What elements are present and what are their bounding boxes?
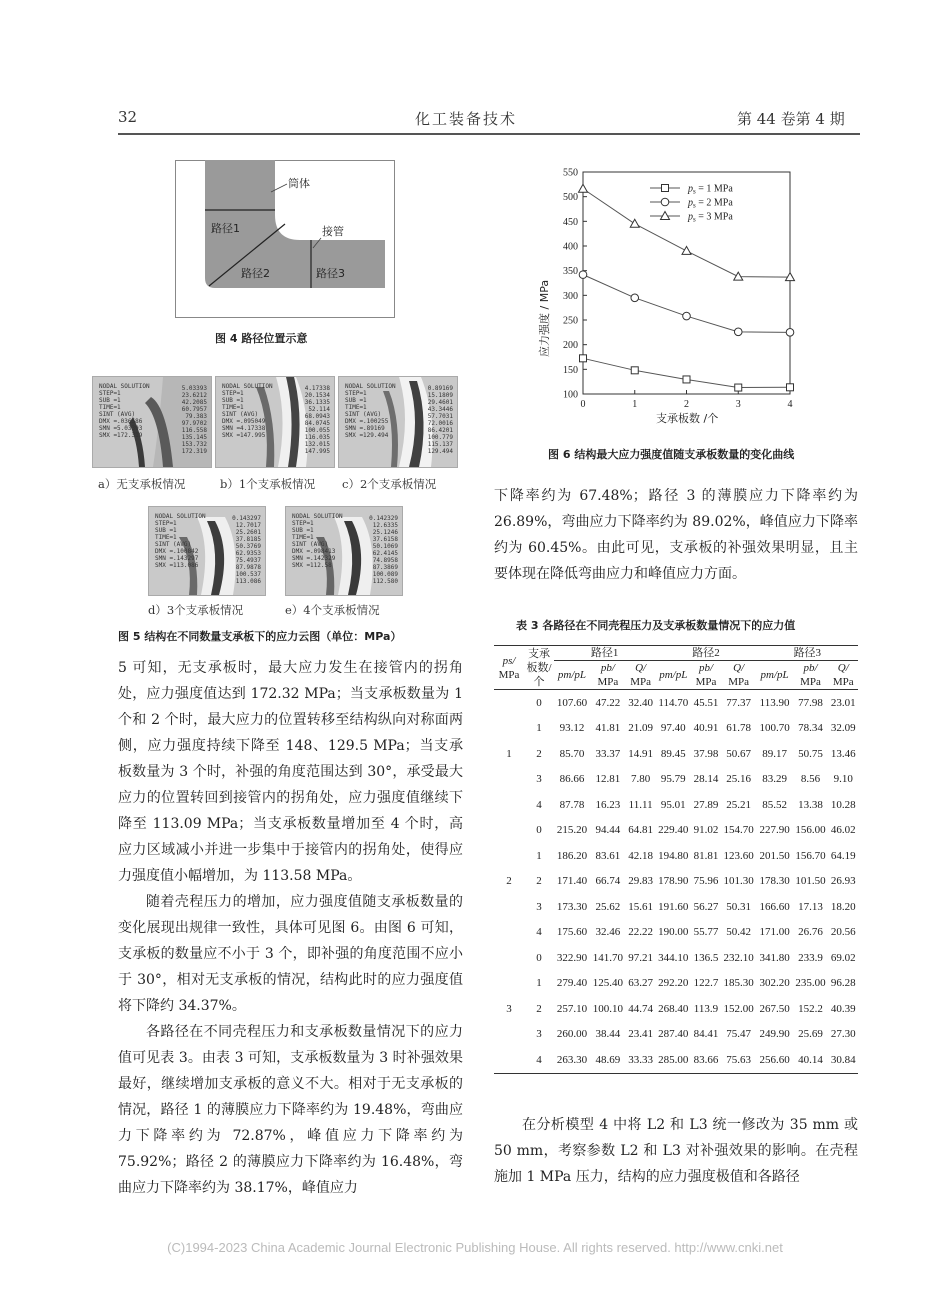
- legend-marker: [661, 198, 669, 206]
- ps-group-value: 2: [506, 875, 512, 888]
- table-cell: 152.2: [798, 1002, 823, 1015]
- table-cell: 37.98: [693, 747, 719, 760]
- data-point: [786, 329, 794, 337]
- data-point: [787, 384, 794, 391]
- table-cell: 9.10: [833, 773, 853, 786]
- table-cell: 77.37: [726, 696, 752, 709]
- table-cell: 113.90: [759, 696, 790, 709]
- th-sub-q-1: Q/ MPa: [626, 661, 655, 690]
- subcaption-b: b）1个支承板情况: [220, 477, 316, 491]
- table-cell: 2: [536, 747, 542, 760]
- table-cell: 186.20: [556, 849, 588, 862]
- table-cell: 3: [536, 773, 542, 786]
- journal-title: 化工装备技术: [415, 110, 518, 128]
- table-cell: 114.70: [658, 696, 689, 709]
- table-cell: 2: [536, 1002, 542, 1015]
- table-cell: 8.56: [800, 773, 821, 786]
- data-point: [683, 312, 691, 320]
- table-cell: 75.47: [726, 1028, 752, 1041]
- page-number: 32: [118, 108, 138, 126]
- table-cell: 40.39: [830, 1002, 856, 1015]
- table-row: [494, 894, 858, 920]
- table-cell: 156.70: [795, 849, 826, 862]
- subcaption-e: e）4个支承板情况: [285, 603, 380, 617]
- table-cell: 75.96: [693, 875, 719, 888]
- figure-4-caption: 图 4 路径位置示意: [215, 332, 308, 345]
- table-cell: 44.74: [628, 1002, 653, 1015]
- label-shell: 筒体: [288, 177, 310, 190]
- x-tick-label: 4: [787, 399, 793, 410]
- table-cell: 64.19: [830, 849, 856, 862]
- table-cell: 18.20: [830, 900, 856, 913]
- label-path2: 路径2: [241, 267, 270, 280]
- table-cell: 227.90: [759, 824, 790, 837]
- table-row: [494, 818, 858, 844]
- table-cell: 48.69: [590, 1047, 626, 1073]
- table-cell: 75.63: [721, 1047, 757, 1073]
- table-cell: 77.98: [798, 696, 823, 709]
- table-cell: 38.44: [595, 1028, 621, 1041]
- table-cell: 256.60: [757, 1047, 793, 1073]
- table-cell: 56.27: [693, 900, 719, 913]
- data-point: [580, 355, 587, 362]
- table-cell: 89.45: [660, 747, 686, 760]
- table-cell: 27.89: [693, 798, 719, 811]
- table-cell: 0: [536, 951, 542, 964]
- table-cell: 85.52: [762, 798, 787, 811]
- y-axis-label: 应力强度 / MPa: [538, 279, 551, 357]
- table-cell: 268.40: [658, 1002, 689, 1015]
- x-tick-label: 2: [684, 399, 689, 410]
- subcaption-d: d）3个支承板情况: [148, 603, 244, 617]
- table-cell: 1: [536, 977, 542, 990]
- legend-bands-d: 0.143297 12.7017 25.2601 37.8185 50.3769 62.9353 75.4937 87.9878 100.537 113.086: [232, 515, 261, 585]
- table-cell: 123.60: [723, 849, 754, 862]
- data-point: [631, 367, 638, 374]
- table-cell: 50.75: [798, 747, 823, 760]
- x-tick-label: 1: [632, 399, 638, 410]
- data-point: [579, 184, 588, 192]
- table-cell: 171.40: [556, 875, 588, 888]
- right-column-text-1: [494, 483, 858, 587]
- table-row: [494, 920, 858, 946]
- y-tick-label: 400: [563, 241, 578, 253]
- table-cell: 21.09: [628, 722, 653, 735]
- y-tick-label: 250: [563, 315, 578, 327]
- table-cell: 87.78: [559, 798, 585, 811]
- table-cell: 10.28: [830, 798, 856, 811]
- label-nozzle: 接管: [322, 225, 344, 238]
- table-cell: 229.40: [658, 824, 689, 837]
- left-paragraph-1: 5 可知，无支承板时，最大应力发生在接管内的拐角处，应力强度值达到 172.32 MPa；当支承板数量为 1 个和 2 个时，最大应力的位置转移至结构纵向对称面两侧，应力强度持续下降至 148、129.5 MPa；当支承板数量为 3 个时，补强的角度范围达到 30°，承受最大应力的位置转回到接管内的拐角处，应力强度值继续下降至 113.09 MPa；当支承板数量增加至 4 个时，高应力区域减小并进一步集中于接管内的拐角处，使得应力强度值小幅增加，为 113.58 MPa。: [118, 660, 463, 884]
- table-row: [494, 971, 858, 997]
- solution-info-a: NODAL SOLUTION STEP=1 SUB =1 TIME=1 SINT (AVG) DMX =.036586 SMN =5.03393 SMX =172.319: [99, 383, 150, 439]
- th-path2: 路径2: [655, 646, 756, 661]
- table-row: [494, 869, 858, 895]
- stress-vs-plates-chart: [530, 162, 820, 432]
- table-cell: 64.81: [628, 824, 653, 837]
- table-cell: 26.93: [830, 875, 856, 888]
- table-cell: 27.30: [830, 1028, 856, 1041]
- table-cell: 85.70: [559, 747, 585, 760]
- table-row: [494, 1047, 858, 1073]
- figure-4: [175, 160, 395, 318]
- stress-contour-c: [338, 376, 458, 468]
- table-cell: 173.30: [556, 900, 588, 913]
- th-sub-pb-2: pb/ MPa: [691, 661, 720, 690]
- table-cell: 322.90: [556, 951, 588, 964]
- right-paragraph-1: 下降率约为 67.48%；路径 3 的薄膜应力下降率约为 26.89%，弯曲应力下降率约为 89.02%，峰值应力下降率约为 60.45%。由此可见，支承板的补强效果明显，且主要体现在降低弯曲应力和峰值应力方面。: [494, 488, 858, 582]
- solution-info-e: NODAL SOLUTION STEP=1 SUB =1 TIME=1 SINT (AVG) DMX =.098413 SMN =.142329 SMX =112.58: [292, 513, 343, 569]
- th-sub-pb-3: pb/ MPa: [793, 661, 829, 690]
- table-cell: 45.51: [693, 696, 719, 709]
- table-cell: 166.60: [759, 900, 790, 913]
- table-cell: 69.02: [830, 951, 856, 964]
- table-cell: 185.30: [723, 977, 754, 990]
- legend-marker: [662, 185, 669, 192]
- data-point: [734, 328, 742, 336]
- table-cell: 20.56: [830, 926, 856, 939]
- table-cell: 95.79: [660, 773, 686, 786]
- table-row: [494, 690, 858, 716]
- table-cell: 141.70: [592, 951, 624, 964]
- table-cell: 302.20: [759, 977, 790, 990]
- table-cell: 66.74: [595, 875, 621, 888]
- table-cell: 194.80: [658, 849, 689, 862]
- ps-group-value: 3: [494, 945, 524, 1073]
- ps-group-value: 1: [506, 747, 512, 760]
- x-axis-label: 支承板数 /个: [656, 412, 719, 425]
- table-row: [494, 741, 858, 767]
- table-cell: 91.02: [693, 824, 719, 837]
- table-row: [494, 1022, 858, 1048]
- table-row: [494, 792, 858, 818]
- th-path1: 路径1: [554, 646, 655, 661]
- label-path3: 路径3: [316, 267, 345, 280]
- issue-info: 第 44 卷第 4 期: [737, 110, 845, 128]
- solution-info-c: NODAL SOLUTION STEP=1 SUB =1 TIME=1 SINT (AVG) DMX =.100255 SMN =.89169 SMX =129.494: [345, 383, 396, 439]
- legend-bands-e: 0.142329 12.6335 25.1246 37.6158 50.1069 62.4145 74.8958 87.3869 100.089 112.580: [369, 515, 398, 585]
- th-sub-q-3: Q/ MPa: [829, 661, 858, 690]
- solution-info-b: NODAL SOLUTION STEP=1 SUB =1 TIME=1 SINT (AVG) DMX =.095049 SMN =4.17338 SMX =147.995: [222, 383, 273, 439]
- th-plate-count: 支承 板数/ 个: [524, 646, 554, 690]
- table-cell: 122.7: [693, 977, 719, 990]
- stress-contour-a: [92, 376, 212, 468]
- series-line-2: [583, 275, 790, 333]
- table-cell: 125.40: [592, 977, 624, 990]
- table-cell: 32.46: [595, 926, 621, 939]
- table-cell: 260.00: [556, 1028, 588, 1041]
- plot-area: [583, 172, 790, 394]
- table-cell: 17.13: [798, 900, 823, 913]
- left-column-text: [118, 655, 463, 1201]
- legend-bands-a: 5.03393 23.6212 42.2085 60.7957 79.383 97.9702 116.558 135.145 153.732 172.319: [181, 385, 207, 455]
- table-row: [494, 716, 858, 742]
- table-cell: 235.00: [795, 977, 826, 990]
- y-tick-label: 150: [563, 364, 578, 376]
- table-cell: 232.10: [723, 951, 754, 964]
- table-cell: 101.50: [795, 875, 826, 888]
- legend-bands-c: 0.89169 15.1809 29.4601 43.3446 57.7031 72.0016 86.4201 100.779 115.137 129.494: [427, 385, 453, 455]
- x-tick-label: 0: [580, 399, 586, 410]
- table-row: [494, 843, 858, 869]
- left-paragraph-3: 各路径在不同壳程压力和支承板数量情况下的应力值可见表 3。由表 3 可知，支承板数量为 3 时补强效果最好，继续增加支承板的意义不大。相对于无支承板的情况，路径 1 的薄膜应力下降率约为 19.48%，弯曲应力下降率约为 72.87%，峰值应力下降率约为 75.92%；路径 2 的薄膜应力下降率约为 16.48%，弯曲应力下降率约为 38.17%，峰值应力: [118, 1024, 463, 1196]
- x-tick-label: 3: [735, 399, 741, 410]
- data-point: [630, 219, 639, 227]
- table-cell: 28.14: [693, 773, 719, 786]
- table-cell: 50.42: [726, 926, 752, 939]
- table-cell: 83.29: [762, 773, 787, 786]
- y-tick-label: 500: [563, 192, 578, 204]
- table-cell: 95.01: [660, 798, 686, 811]
- table-cell: 26.76: [798, 926, 823, 939]
- table-cell: 279.40: [556, 977, 588, 990]
- table-cell: 2: [536, 875, 542, 888]
- table-cell: 154.70: [723, 824, 754, 837]
- table-cell: 257.10: [556, 1002, 588, 1015]
- table-cell: 23.41: [628, 1028, 653, 1041]
- header-rule: [118, 133, 860, 135]
- table-cell: 178.90: [658, 875, 689, 888]
- table-row: [494, 996, 858, 1022]
- table-cell: 29.83: [628, 875, 653, 888]
- y-tick-label: 350: [563, 266, 578, 278]
- table-cell: 42.18: [628, 849, 653, 862]
- table-cell: 50.67: [726, 747, 752, 760]
- legend-label: $p_s = 1$ MPa: [688, 183, 733, 196]
- table-cell: 249.90: [759, 1028, 790, 1041]
- table-cell: 156.00: [795, 824, 826, 837]
- th-sub-pm-2: pm/pL: [655, 661, 691, 690]
- stress-contour-d: [148, 506, 266, 596]
- table-cell: 13.38: [798, 798, 823, 811]
- table-cell: 50.31: [726, 900, 752, 913]
- table-cell: 190.00: [658, 926, 689, 939]
- table-cell: 7.80: [630, 773, 651, 786]
- table-cell: 215.20: [556, 824, 588, 837]
- y-tick-label: 550: [563, 167, 578, 179]
- table-cell: 32.40: [628, 696, 653, 709]
- table-row: [494, 767, 858, 793]
- table-cell: 96.28: [830, 977, 856, 990]
- table-cell: 136.5: [693, 951, 719, 964]
- table-cell: 12.81: [595, 773, 621, 786]
- table-3-caption: 表 3 各路径在不同壳程压力及支承板数量情况下的应力值: [516, 619, 796, 632]
- table-cell: 97.21: [628, 951, 653, 964]
- table-cell: 25.21: [726, 798, 752, 811]
- table-cell: 4: [536, 926, 542, 939]
- th-path3: 路径3: [757, 646, 858, 661]
- th-sub-pb-1: pb/ MPa: [590, 661, 626, 690]
- table-cell: 25.62: [595, 900, 621, 913]
- table-cell: 152.00: [723, 1002, 754, 1015]
- table-row: [494, 945, 858, 971]
- subcaption-c: c）2个支承板情况: [342, 477, 437, 491]
- data-point: [734, 272, 743, 280]
- table-cell: 3: [536, 900, 542, 913]
- table-cell: 93.12: [559, 722, 585, 735]
- table-cell: 32.09: [830, 722, 856, 735]
- table-cell: 175.60: [556, 926, 588, 939]
- legend-label: $p_s = 3$ MPa: [688, 211, 733, 224]
- table-cell: 47.22: [595, 696, 621, 709]
- stress-contour-e: [285, 506, 403, 596]
- y-tick-label: 450: [563, 216, 578, 228]
- legend-label: $p_s = 2$ MPa: [688, 197, 733, 210]
- table-cell: 344.10: [658, 951, 689, 964]
- table-cell: 40.14: [793, 1047, 829, 1073]
- table-cell: 86.66: [559, 773, 585, 786]
- table-cell: 25.16: [726, 773, 752, 786]
- table-cell: 263.30: [554, 1047, 590, 1073]
- y-tick-label: 300: [563, 290, 578, 302]
- figure-6: [530, 162, 820, 432]
- table-cell: 100.10: [592, 1002, 624, 1015]
- table-cell: 61.78: [726, 722, 752, 735]
- table-cell: 83.61: [595, 849, 621, 862]
- label-path1: 路径1: [211, 222, 240, 235]
- table-cell: 81.81: [693, 849, 719, 862]
- figure-5-caption: 图 5 结构在不同数量支承板下的应力云图（单位：MPa）: [118, 630, 402, 643]
- copyright-footer: (C)1994-2023 China Academic Journal Electronic Publishing House. All rights reserved. http://www.cnki.net: [167, 1240, 783, 1255]
- table-cell: 1: [536, 849, 542, 862]
- table-3: [494, 645, 858, 1074]
- left-paragraph-2: 随着壳程压力的增加，应力强度值随支承板数量的变化展现出规律一致性，具体可见图 6。由图 6 可知，支承板的数量应不小于 3 个，即补强的角度范围不应小于 30°，相对无支承板的情况，结构此时的应力强度值将下降约 34.37%。: [118, 894, 463, 1014]
- table-cell: 101.30: [723, 875, 754, 888]
- table-cell: 13.46: [830, 747, 856, 760]
- table-cell: 107.60: [556, 696, 588, 709]
- solution-info-d: NODAL SOLUTION STEP=1 SUB =1 TIME=1 SINT (AVG) DMX =.100842 SMN =.143297 SMX =113.086: [155, 513, 206, 569]
- table-cell: 33.33: [626, 1047, 655, 1073]
- table-cell: 100.70: [759, 722, 790, 735]
- data-point: [683, 376, 690, 383]
- data-point: [735, 384, 742, 391]
- table-cell: 267.50: [759, 1002, 790, 1015]
- table-cell: 33.37: [595, 747, 621, 760]
- table-cell: 41.81: [595, 722, 621, 735]
- table-cell: 84.41: [693, 1028, 719, 1041]
- subcaption-a: a）无支承板情况: [98, 477, 186, 491]
- right-paragraph-2: 在分析模型 4 中将 L2 和 L3 统一修改为 35 mm 或 50 mm，考察参数 L2 和 L3 对补强效果的影响。在壳程施加 1 MPa 压力，结构的应力强度极值和各路径: [494, 1117, 858, 1185]
- table-cell: 178.30: [759, 875, 790, 888]
- table-cell: 4: [524, 1047, 554, 1073]
- table-cell: 15.61: [628, 900, 653, 913]
- table-cell: 0: [536, 824, 542, 837]
- table-cell: 63.27: [628, 977, 653, 990]
- table-cell: 3: [536, 1028, 542, 1041]
- table-cell: 25.69: [798, 1028, 823, 1041]
- table-cell: 1: [536, 722, 542, 735]
- table-cell: 55.77: [693, 926, 719, 939]
- y-tick-label: 200: [563, 340, 578, 352]
- table-cell: 201.50: [759, 849, 790, 862]
- table-cell: 287.40: [658, 1028, 689, 1041]
- th-sub-q-2: Q/ MPa: [721, 661, 757, 690]
- table-cell: 4: [536, 798, 542, 811]
- table-cell: 46.02: [830, 824, 856, 837]
- table-cell: 16.23: [595, 798, 621, 811]
- data-point: [579, 271, 587, 279]
- table-cell: 233.9: [798, 951, 823, 964]
- data-point: [682, 246, 691, 254]
- table-cell: 11.11: [628, 798, 653, 811]
- th-sub-pm-1: pm/pL: [554, 661, 590, 690]
- table-cell: 14.91: [628, 747, 653, 760]
- table-cell: 83.66: [691, 1047, 720, 1073]
- series-line-3: [583, 189, 790, 277]
- table-cell: 40.91: [693, 722, 719, 735]
- table-cell: 78.34: [798, 722, 823, 735]
- table-cell: 292.20: [658, 977, 689, 990]
- data-point: [631, 294, 639, 302]
- stress-contour-b: [215, 376, 335, 468]
- legend-bands-b: 4.17338 20.1534 36.1335 52.114 68.0943 84.0745 100.055 116.035 132.015 147.995: [304, 385, 330, 455]
- table-cell: 30.84: [829, 1047, 858, 1073]
- table-cell: 285.00: [655, 1047, 691, 1073]
- th-ps: ps/ MPa: [494, 646, 524, 690]
- th-sub-pm-3: pm/pL: [757, 661, 793, 690]
- table-cell: 94.44: [595, 824, 621, 837]
- table-cell: 341.80: [759, 951, 790, 964]
- table-cell: 171.00: [759, 926, 790, 939]
- table-cell: 22.22: [628, 926, 653, 939]
- table-cell: 191.60: [658, 900, 689, 913]
- table-cell: 89.17: [762, 747, 787, 760]
- y-tick-label: 100: [563, 389, 578, 401]
- right-column-text-2: [494, 1112, 858, 1190]
- path-location-diagram: [175, 160, 395, 318]
- table-cell: 97.40: [660, 722, 686, 735]
- table-cell: 0: [536, 696, 542, 709]
- table-cell: 113.9: [693, 1002, 719, 1015]
- table-cell: 23.01: [830, 696, 856, 709]
- figure-6-caption: 图 6 结构最大应力强度值随支承板数量的变化曲线: [548, 448, 795, 461]
